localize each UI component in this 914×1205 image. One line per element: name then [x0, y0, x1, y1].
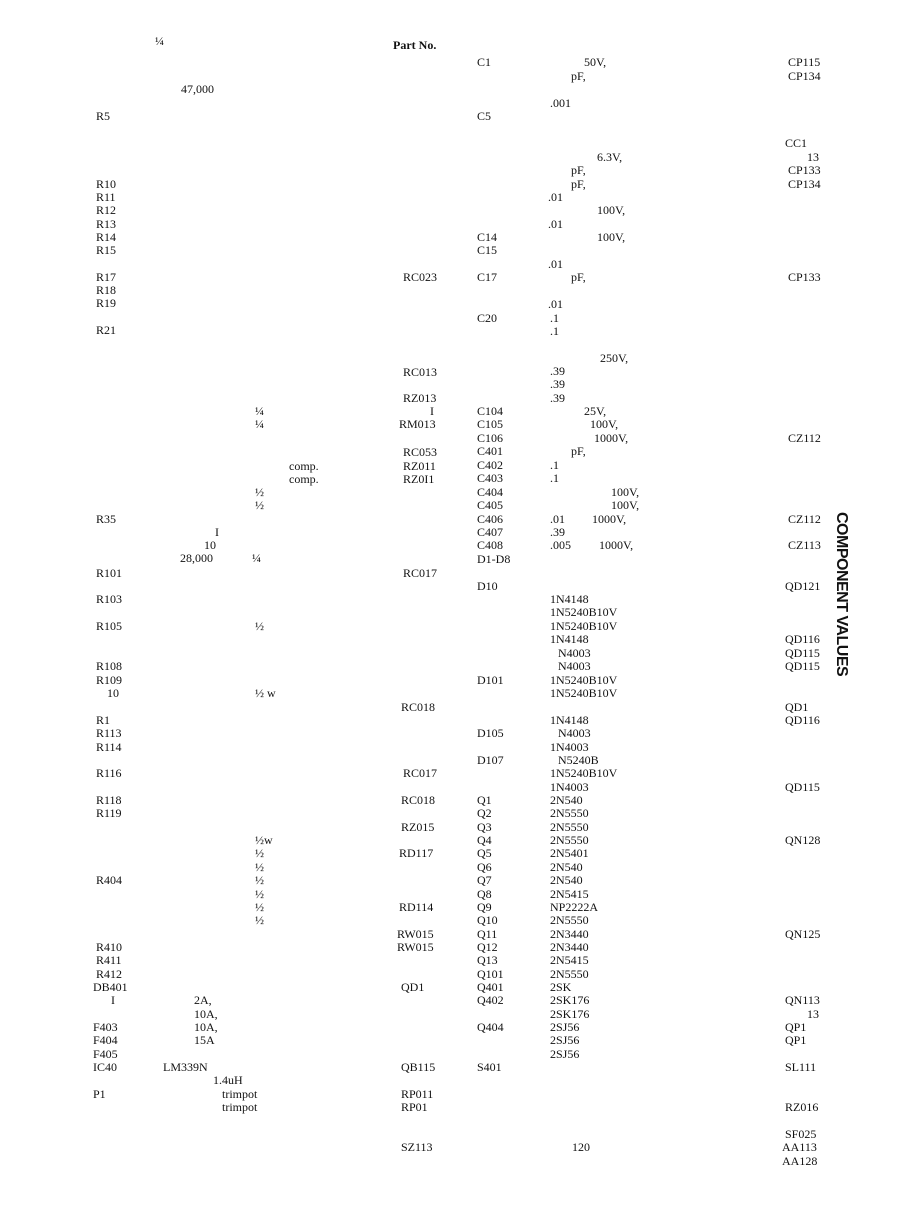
cell: CP133: [788, 270, 821, 284]
cell: R35: [96, 512, 117, 526]
cell: ½: [255, 498, 264, 512]
cell: 1N5240B10V: [550, 686, 618, 700]
cell: 2N540: [550, 793, 583, 807]
cell: QN125: [785, 927, 821, 941]
cell: QB115: [401, 1060, 436, 1074]
cell: R118: [96, 793, 122, 807]
cell: ½: [255, 913, 264, 927]
cell: F405: [93, 1047, 118, 1061]
cell: 100V,: [597, 203, 626, 217]
cell: R113: [96, 726, 122, 740]
cell: QN128: [785, 833, 821, 847]
cell: QN113: [785, 993, 820, 1007]
cell: 15A: [194, 1033, 215, 1047]
cell: RW015: [397, 940, 434, 954]
cell: 1N4148: [550, 592, 589, 606]
cell: CZ112: [788, 512, 821, 526]
cell: C406: [477, 512, 504, 526]
cell: R114: [96, 740, 122, 754]
cell: IC40: [93, 1060, 117, 1074]
cell: RC017: [403, 566, 438, 580]
cell: S401: [477, 1060, 502, 1074]
cell: AA128: [782, 1154, 818, 1168]
cell: C407: [477, 525, 504, 539]
cell: DB401: [93, 980, 128, 994]
cell: R11: [96, 190, 116, 204]
side-title: COMPONENT VALUES: [833, 512, 850, 677]
cell: QD115: [785, 646, 820, 660]
cell: 2SK176: [550, 1007, 590, 1021]
cell: RP01: [401, 1100, 428, 1114]
cell: 2SK: [550, 980, 572, 994]
cell: QD1: [785, 700, 809, 714]
cell: CC1: [785, 136, 808, 150]
cell: C15: [477, 243, 498, 257]
cell: ¼: [255, 417, 264, 431]
cell: 100V,: [597, 230, 626, 244]
cell: 2N540: [550, 860, 583, 874]
page-heading: Part No.: [393, 38, 437, 52]
cell: Q401: [477, 980, 504, 994]
cell: RP011: [401, 1087, 434, 1101]
cell: N5240B: [558, 753, 599, 767]
cell: Q10: [477, 913, 498, 927]
cell: 1N5240B10V: [550, 673, 618, 687]
cell: AA113: [782, 1140, 817, 1154]
cell: pF,: [571, 177, 586, 191]
cell: 6.3V,: [597, 150, 623, 164]
cell: RZ016: [785, 1100, 819, 1114]
cell: 2A,: [194, 993, 212, 1007]
cell: QD116: [785, 713, 820, 727]
cell: C20: [477, 311, 498, 325]
cell: 1N4148: [550, 713, 589, 727]
cell: ½: [255, 860, 264, 874]
cell: 1N4148: [550, 632, 589, 646]
cell: R105: [96, 619, 123, 633]
cell: .01: [548, 257, 563, 271]
cell: 1N5240B10V: [550, 605, 618, 619]
cell: .005: [550, 538, 571, 552]
cell: Q402: [477, 993, 504, 1007]
cell: 50V,: [584, 55, 607, 69]
cell: R108: [96, 659, 123, 673]
cell: R404: [96, 873, 123, 887]
cell: 2N5550: [550, 967, 589, 981]
cell: C17: [477, 270, 498, 284]
cell: .1: [550, 324, 559, 338]
cell: comp.: [289, 472, 319, 486]
cell: N4003: [558, 659, 591, 673]
cell: 2N3440: [550, 940, 589, 954]
cell: R119: [96, 806, 122, 820]
cell: .1: [550, 471, 559, 485]
cell: N4003: [558, 726, 591, 740]
cell: RC018: [401, 793, 436, 807]
cell: .1: [550, 311, 559, 325]
cell: trimpot: [222, 1100, 258, 1114]
cell: 13: [807, 150, 819, 164]
cell: C404: [477, 485, 504, 499]
cell: 2SK176: [550, 993, 590, 1007]
cell: 25V,: [584, 404, 607, 418]
cell: N4003: [558, 646, 591, 660]
cell: 2N5550: [550, 820, 589, 834]
cell: I: [430, 404, 434, 418]
cell: ¼: [252, 551, 261, 565]
cell: Q7: [477, 873, 492, 887]
cell: .39: [550, 525, 565, 539]
cell: pF,: [571, 444, 586, 458]
cell: 10: [107, 686, 119, 700]
cell: F403: [93, 1020, 118, 1034]
cell: R13: [96, 217, 117, 231]
cell: R411: [96, 953, 122, 967]
cell: R116: [96, 766, 122, 780]
cell: QD1: [401, 980, 425, 994]
cell: 2N540: [550, 873, 583, 887]
cell: I: [111, 993, 115, 1007]
cell: 1N5240B10V: [550, 619, 618, 633]
cell: R19: [96, 296, 117, 310]
cell: RD114: [399, 900, 434, 914]
cell: Q13: [477, 953, 498, 967]
cell: F404: [93, 1033, 118, 1047]
cell: 2SJ56: [550, 1033, 580, 1047]
cell: Q8: [477, 887, 492, 901]
cell: ½: [255, 900, 264, 914]
cell: R21: [96, 323, 117, 337]
cell: Q6: [477, 860, 492, 874]
cell: 47,000: [181, 82, 214, 96]
cell: R17: [96, 270, 117, 284]
cell: C1: [477, 55, 492, 69]
cell: C5: [477, 109, 492, 123]
cell: P1: [93, 1087, 106, 1101]
cell: R1: [96, 713, 111, 727]
cell: .01: [548, 217, 563, 231]
cell: comp.: [289, 459, 319, 473]
cell: RC053: [403, 445, 438, 459]
cell: CZ112: [788, 431, 821, 445]
cell: Q2: [477, 806, 492, 820]
cell: .39: [550, 364, 565, 378]
cell: CP134: [788, 177, 821, 191]
cell: C104: [477, 404, 504, 418]
cell: ½: [255, 846, 264, 860]
cell: 2N5550: [550, 833, 589, 847]
cell: .01: [550, 512, 565, 526]
cell: RW015: [397, 927, 434, 941]
cell: C14: [477, 230, 498, 244]
cell: Q1: [477, 793, 492, 807]
cell: pF,: [571, 270, 586, 284]
cell: RZ011: [403, 459, 436, 473]
cell: Q5: [477, 846, 492, 860]
cell: I: [215, 525, 219, 539]
cell: 2N3440: [550, 927, 589, 941]
cell: 100V,: [590, 417, 619, 431]
cell: RZ013: [403, 391, 437, 405]
cell: 100V,: [611, 498, 640, 512]
cell: R14: [96, 230, 117, 244]
cell: 100V,: [611, 485, 640, 499]
cell: R410: [96, 940, 123, 954]
cell: Q9: [477, 900, 492, 914]
cell: C106: [477, 431, 504, 445]
cell: C408: [477, 538, 504, 552]
cell: ¼: [255, 404, 264, 418]
cell: 10A,: [194, 1020, 218, 1034]
cell: RC013: [403, 365, 438, 379]
cell: R103: [96, 592, 123, 606]
cell: NP2222A: [550, 900, 599, 914]
cell: ¼: [155, 34, 164, 48]
cell: C401: [477, 444, 504, 458]
cell: ½: [255, 485, 264, 499]
cell: RZ0I1: [403, 472, 435, 486]
cell: C403: [477, 471, 504, 485]
cell: D1-D8: [477, 552, 511, 566]
cell: Q101: [477, 967, 504, 981]
cell: RM013: [399, 417, 436, 431]
cell: Q4: [477, 833, 492, 847]
cell: C405: [477, 498, 504, 512]
cell: SZ113: [401, 1140, 433, 1154]
cell: Q12: [477, 940, 498, 954]
cell: CP134: [788, 69, 821, 83]
cell: QD121: [785, 579, 821, 593]
cell: 2N5550: [550, 913, 589, 927]
cell: D107: [477, 753, 504, 767]
cell: 2SJ56: [550, 1020, 580, 1034]
cell: R10: [96, 177, 117, 191]
cell: CP133: [788, 163, 821, 177]
cell: .01: [548, 297, 563, 311]
cell: R101: [96, 566, 123, 580]
cell: 250V,: [600, 351, 629, 365]
cell: RC023: [403, 270, 438, 284]
cell: RD117: [399, 846, 434, 860]
cell: .39: [550, 377, 565, 391]
cell: 1N5240B10V: [550, 766, 618, 780]
cell: pF,: [571, 69, 586, 83]
cell: SL111: [785, 1060, 817, 1074]
cell: 1.4uH: [213, 1073, 243, 1087]
cell: RC018: [401, 700, 436, 714]
cell: 120: [572, 1140, 590, 1154]
cell: RZ015: [401, 820, 435, 834]
cell: pF,: [571, 163, 586, 177]
cell: R18: [96, 283, 117, 297]
cell: .1: [550, 458, 559, 472]
cell: 2N5550: [550, 806, 589, 820]
cell: Q3: [477, 820, 492, 834]
cell: ½: [255, 873, 264, 887]
cell: 2N5401: [550, 846, 589, 860]
cell: 2N5415: [550, 953, 589, 967]
cell: R12: [96, 203, 117, 217]
cell: R109: [96, 673, 123, 687]
cell: D10: [477, 579, 498, 593]
cell: 13: [807, 1007, 819, 1021]
cell: R412: [96, 967, 123, 981]
cell: QD116: [785, 632, 820, 646]
cell: 2SJ56: [550, 1047, 580, 1061]
cell: 10A,: [194, 1007, 218, 1021]
cell: ½ w: [255, 686, 276, 700]
cell: C105: [477, 417, 504, 431]
cell: 10: [204, 538, 216, 552]
cell: 1N4003: [550, 780, 589, 794]
cell: QD115: [785, 659, 820, 673]
cell: 1N4003: [550, 740, 589, 754]
cell: ½w: [255, 833, 273, 847]
cell: R15: [96, 243, 117, 257]
cell: RC017: [403, 766, 438, 780]
cell: LM339N: [163, 1060, 208, 1074]
cell: CP115: [788, 55, 821, 69]
cell: R5: [96, 109, 111, 123]
cell: .001: [550, 96, 571, 110]
cell: Q11: [477, 927, 498, 941]
cell: trimpot: [222, 1087, 258, 1101]
cell: .39: [550, 391, 565, 405]
cell: 1000V,: [599, 538, 634, 552]
cell: ½: [255, 619, 264, 633]
cell: QP1: [785, 1020, 807, 1034]
cell: D101: [477, 673, 504, 687]
cell: Q404: [477, 1020, 504, 1034]
cell: .01: [548, 190, 563, 204]
cell: CZ113: [788, 538, 821, 552]
cell: SF025: [785, 1127, 817, 1141]
cell: D105: [477, 726, 504, 740]
cell: 1000V,: [592, 512, 627, 526]
cell: 28,000: [180, 551, 213, 565]
cell: ½: [255, 887, 264, 901]
cell: 1000V,: [594, 431, 629, 445]
cell: QP1: [785, 1033, 807, 1047]
cell: QD115: [785, 780, 820, 794]
cell: C402: [477, 458, 504, 472]
cell: 2N5415: [550, 887, 589, 901]
